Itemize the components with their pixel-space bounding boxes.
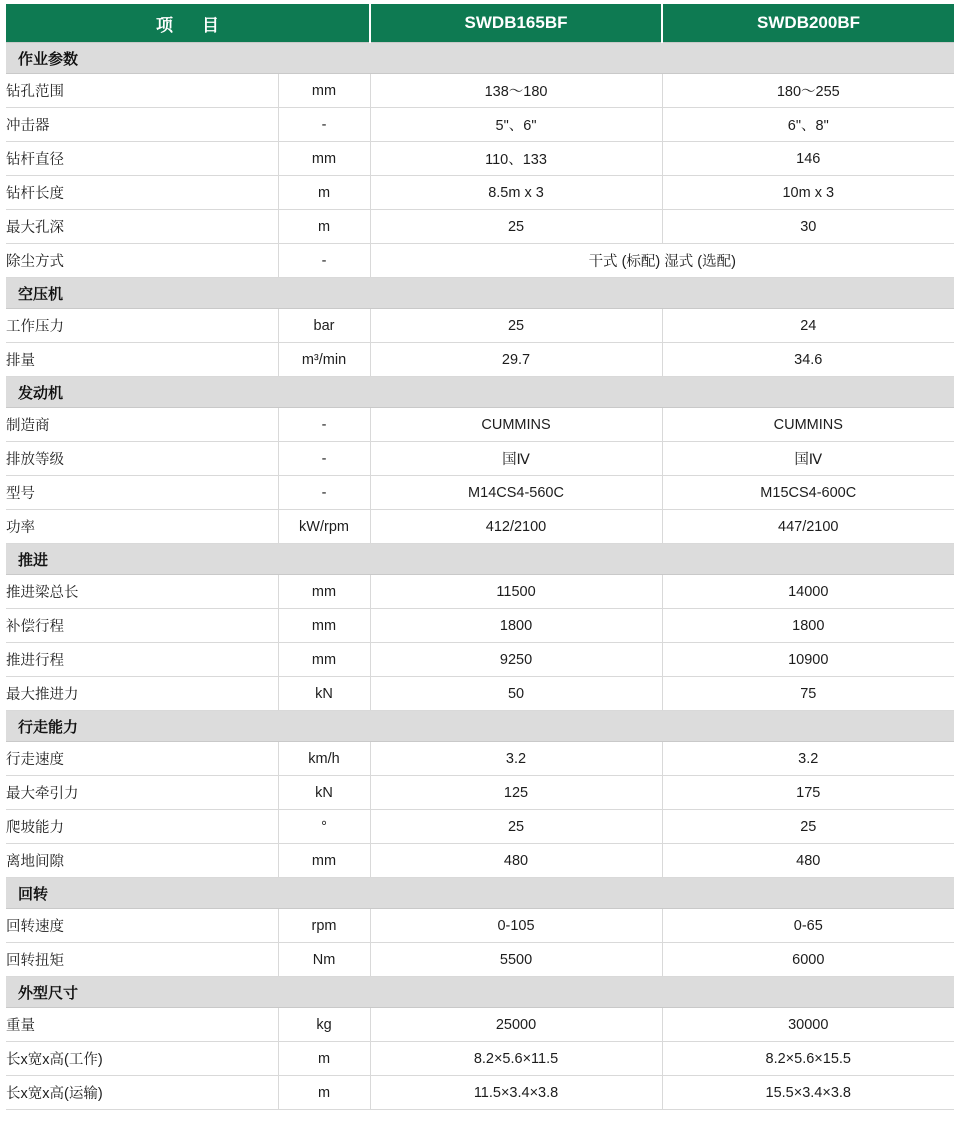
table-row: [6, 74, 954, 108]
section-title: 行走能力: [6, 711, 954, 742]
table-row: [6, 476, 954, 510]
table-row: [6, 742, 954, 776]
table-row: [6, 810, 954, 844]
cell-item-name: 排放等级: [6, 442, 278, 476]
table-row: [6, 176, 954, 210]
cell-item-name: 补偿行程: [6, 609, 278, 643]
table-row: [6, 210, 954, 244]
cell-value-model-a: CUMMINS: [370, 408, 662, 442]
section-title: 作业参数: [6, 43, 954, 74]
cell-item-name: 长x宽x高(工作): [6, 1042, 278, 1076]
cell-unit: mm: [278, 142, 370, 176]
cell-item-name: 功率: [6, 510, 278, 544]
cell-value-model-a: 11.5×3.4×3.8: [370, 1076, 662, 1110]
table-header-row: [6, 4, 954, 43]
section-header-row: [6, 43, 954, 74]
table-row: [6, 1076, 954, 1110]
cell-value-model-b: 24: [662, 309, 954, 343]
cell-item-name: 推进行程: [6, 643, 278, 677]
cell-item-name: 长x宽x高(运输): [6, 1076, 278, 1110]
section-header-row: [6, 977, 954, 1008]
table-row: [6, 343, 954, 377]
section-title: 推进: [6, 544, 954, 575]
cell-value-model-b: 180〜255: [662, 74, 954, 108]
cell-unit: km/h: [278, 742, 370, 776]
cell-value-model-b: 8.2×5.6×15.5: [662, 1042, 954, 1076]
cell-item-name: 钻杆长度: [6, 176, 278, 210]
cell-value-model-a: 11500: [370, 575, 662, 609]
cell-item-name: 制造商: [6, 408, 278, 442]
cell-value-model-a: M14CS4-560C: [370, 476, 662, 510]
table-row: [6, 142, 954, 176]
cell-unit: m: [278, 1042, 370, 1076]
cell-value-model-b: 447/2100: [662, 510, 954, 544]
section-header-row: [6, 544, 954, 575]
cell-unit: -: [278, 442, 370, 476]
cell-value-model-a: 9250: [370, 643, 662, 677]
cell-item-name: 回转扭矩: [6, 943, 278, 977]
table-row: [6, 575, 954, 609]
section-title: 空压机: [6, 278, 954, 309]
cell-value-model-a: 1800: [370, 609, 662, 643]
cell-unit: m: [278, 1076, 370, 1110]
cell-unit: m³/min: [278, 343, 370, 377]
cell-value-model-a: 5500: [370, 943, 662, 977]
header-model-a: SWDB165BF: [370, 4, 662, 43]
cell-item-name: 除尘方式: [6, 244, 278, 278]
cell-item-name: 钻杆直径: [6, 142, 278, 176]
cell-unit: mm: [278, 74, 370, 108]
cell-value-model-a: 110、133: [370, 142, 662, 176]
cell-value-model-b: 10900: [662, 643, 954, 677]
cell-value-model-b: 25: [662, 810, 954, 844]
cell-value-model-a: 480: [370, 844, 662, 878]
cell-value-model-a: 412/2100: [370, 510, 662, 544]
cell-item-name: 钻孔范围: [6, 74, 278, 108]
section-header-row: [6, 711, 954, 742]
table-row: [6, 1008, 954, 1042]
section-header-row: [6, 878, 954, 909]
cell-value-model-b: 75: [662, 677, 954, 711]
cell-item-name: 型号: [6, 476, 278, 510]
table-body: [6, 43, 954, 1110]
table-row: [6, 609, 954, 643]
section-title: 回转: [6, 878, 954, 909]
cell-unit: mm: [278, 844, 370, 878]
cell-unit: -: [278, 476, 370, 510]
cell-item-name: 回转速度: [6, 909, 278, 943]
cell-item-name: 工作压力: [6, 309, 278, 343]
section-header-row: [6, 377, 954, 408]
cell-unit: -: [278, 408, 370, 442]
cell-value-model-a: 25: [370, 810, 662, 844]
cell-value-model-b: 10m x 3: [662, 176, 954, 210]
cell-value-model-a: 25: [370, 309, 662, 343]
cell-value-model-b: 30: [662, 210, 954, 244]
cell-unit: kN: [278, 776, 370, 810]
cell-item-name: 冲击器: [6, 108, 278, 142]
table-row: [6, 643, 954, 677]
cell-unit: -: [278, 244, 370, 278]
cell-value-both-models: 干式 (标配) 湿式 (选配): [370, 244, 954, 278]
section-title: 发动机: [6, 377, 954, 408]
table-row: [6, 1042, 954, 1076]
section-title: 外型尺寸: [6, 977, 954, 1008]
cell-value-model-a: 3.2: [370, 742, 662, 776]
cell-value-model-b: 6"、8": [662, 108, 954, 142]
table-row: [6, 909, 954, 943]
cell-value-model-b: 146: [662, 142, 954, 176]
cell-unit: rpm: [278, 909, 370, 943]
cell-value-model-b: 15.5×3.4×3.8: [662, 1076, 954, 1110]
cell-value-model-b: 175: [662, 776, 954, 810]
cell-value-model-b: 1800: [662, 609, 954, 643]
cell-value-model-b: 480: [662, 844, 954, 878]
cell-value-model-b: 6000: [662, 943, 954, 977]
cell-value-model-a: 25000: [370, 1008, 662, 1042]
cell-unit: bar: [278, 309, 370, 343]
cell-unit: kW/rpm: [278, 510, 370, 544]
cell-value-model-b: M15CS4-600C: [662, 476, 954, 510]
section-header-row: [6, 278, 954, 309]
cell-item-name: 离地间隙: [6, 844, 278, 878]
cell-value-model-a: 5"、6": [370, 108, 662, 142]
cell-value-model-a: 8.5m x 3: [370, 176, 662, 210]
table-row: [6, 776, 954, 810]
cell-value-model-b: 34.6: [662, 343, 954, 377]
cell-value-model-a: 8.2×5.6×11.5: [370, 1042, 662, 1076]
cell-value-model-a: 25: [370, 210, 662, 244]
cell-unit: -: [278, 108, 370, 142]
table-row: [6, 108, 954, 142]
cell-value-model-b: 0-65: [662, 909, 954, 943]
cell-unit: kN: [278, 677, 370, 711]
cell-item-name: 重量: [6, 1008, 278, 1042]
cell-value-model-b: CUMMINS: [662, 408, 954, 442]
cell-unit: mm: [278, 643, 370, 677]
cell-unit: °: [278, 810, 370, 844]
cell-value-model-a: 国Ⅳ: [370, 442, 662, 476]
table-row: [6, 677, 954, 711]
table-row: [6, 408, 954, 442]
cell-value-model-b: 3.2: [662, 742, 954, 776]
cell-value-model-b: 国Ⅳ: [662, 442, 954, 476]
table-header: [6, 4, 954, 43]
cell-item-name: 行走速度: [6, 742, 278, 776]
cell-unit: mm: [278, 575, 370, 609]
table-row: [6, 844, 954, 878]
table-row: [6, 309, 954, 343]
cell-item-name: 爬坡能力: [6, 810, 278, 844]
table-row: [6, 510, 954, 544]
specification-table: [6, 4, 954, 1110]
cell-value-model-b: 14000: [662, 575, 954, 609]
cell-item-name: 排量: [6, 343, 278, 377]
cell-value-model-a: 0-105: [370, 909, 662, 943]
table-row: [6, 442, 954, 476]
cell-value-model-a: 50: [370, 677, 662, 711]
cell-unit: Nm: [278, 943, 370, 977]
cell-unit: m: [278, 176, 370, 210]
cell-unit: mm: [278, 609, 370, 643]
cell-item-name: 推进梁总长: [6, 575, 278, 609]
cell-value-model-b: 30000: [662, 1008, 954, 1042]
cell-item-name: 最大牵引力: [6, 776, 278, 810]
table-row: [6, 244, 954, 278]
cell-value-model-a: 138〜180: [370, 74, 662, 108]
table-row: [6, 943, 954, 977]
cell-item-name: 最大孔深: [6, 210, 278, 244]
cell-value-model-a: 125: [370, 776, 662, 810]
cell-unit: kg: [278, 1008, 370, 1042]
header-model-b: SWDB200BF: [662, 4, 954, 43]
cell-item-name: 最大推进力: [6, 677, 278, 711]
header-item: 项 目: [6, 4, 370, 43]
cell-unit: m: [278, 210, 370, 244]
cell-value-model-a: 29.7: [370, 343, 662, 377]
